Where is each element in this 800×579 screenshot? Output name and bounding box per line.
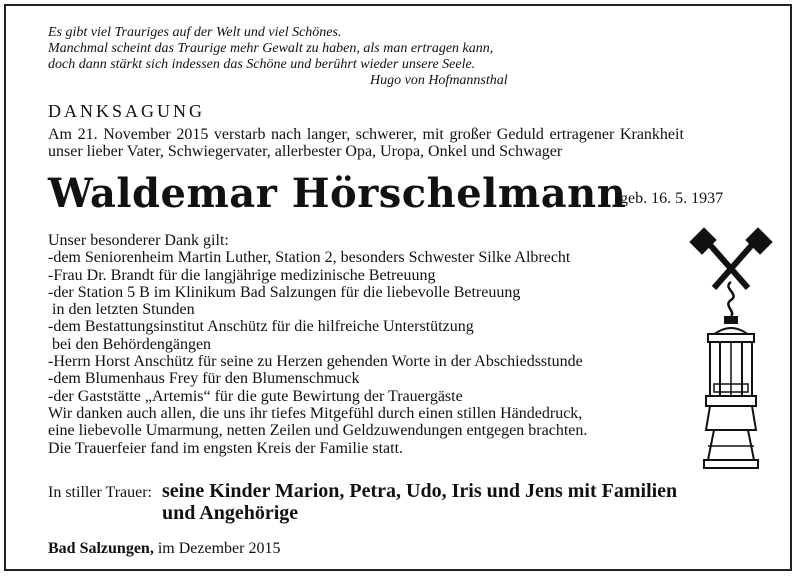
place-city: Bad Salzungen, [48,540,154,557]
thanks-line: -der Station 5 B im Klinikum Bad Salzungen für die liebevolle Betreuung [48,283,521,301]
thanks-line: Die Trauerfeier fand im engsten Kreis der Familie statt. [48,439,404,457]
quote-line-3: doch dann stärkt sich indessen das Schöne und berührt wieder unsere Seele. [48,57,476,72]
thanks-line: -dem Blumenhaus Frey für den Blumenschmuck [48,370,360,388]
intro-line-2: unser lieber Vater, Schwiegervater, allerbester Opa, Uropa, Onkel und Schwager [48,143,563,160]
birth-date: geb. 16. 5. 1937 [620,190,724,207]
thanks-line: eine liebevolle Umarmung, netten Zeilen und Geldzuwendungen entgegen brachten. [48,422,588,440]
thanks-line: -der Gaststätte „Artemis“ für die gute Bewirtung der Trauergäste [48,387,463,405]
mourners [162,480,677,524]
thanks-line: -dem Bestattungsinstitut Anschütz für die hilfreiche Unterstützung [48,318,474,336]
place-date [48,540,280,558]
quote-author: Hugo von Hofmannsthal [370,73,508,88]
thanks-line: -Frau Dr. Brandt für die langjährige medizinische Betreuung [48,266,436,284]
thanks-line: Wir danken auch allen, die uns ihr tiefes Mitgefühl durch einen stillen Händedruck, [48,404,583,422]
intro-line-1: Am 21. November 2015 verstarb nach langer, schwerer, mit großer Geduld ertragener Krankheit [48,126,684,143]
thanks-line: -dem Seniorenheim Martin Luther, Station 2, besonders Schwester Silke Albrecht [48,249,571,267]
deceased-name: Waldemar Hörschelmann [48,170,627,217]
thanks-line: bei den Behördengängen [48,335,212,353]
thanks-list [48,232,587,457]
place-date-text: im Dezember 2015 [153,540,281,557]
thanks-line: Unser besonderer Dank gilt: [48,232,229,249]
heading: DANKSAGUNG [48,101,206,121]
thanks-line: -Herrn Horst Anschütz für seine zu Herzen gehenden Worte in der Abschiedsstunde [48,353,583,371]
quote-line-2: Manchmal scheint das Traurige mehr Gewalt zu haben, als man ertragen kann, [48,41,494,56]
miners-hammer-and-lamp-icon [686,224,776,472]
mourners-line-2: und Angehörige [162,502,299,524]
quote-line-1: Es gibt viel Trauriges auf der Welt und viel Schönes. [48,25,342,40]
mourning-label: In stiller Trauer: [48,484,152,501]
thanks-line: in den letzten Stunden [48,301,195,319]
mourners-line-1: seine Kinder Marion, Petra, Udo, Iris und Jens mit Familien [162,480,678,502]
